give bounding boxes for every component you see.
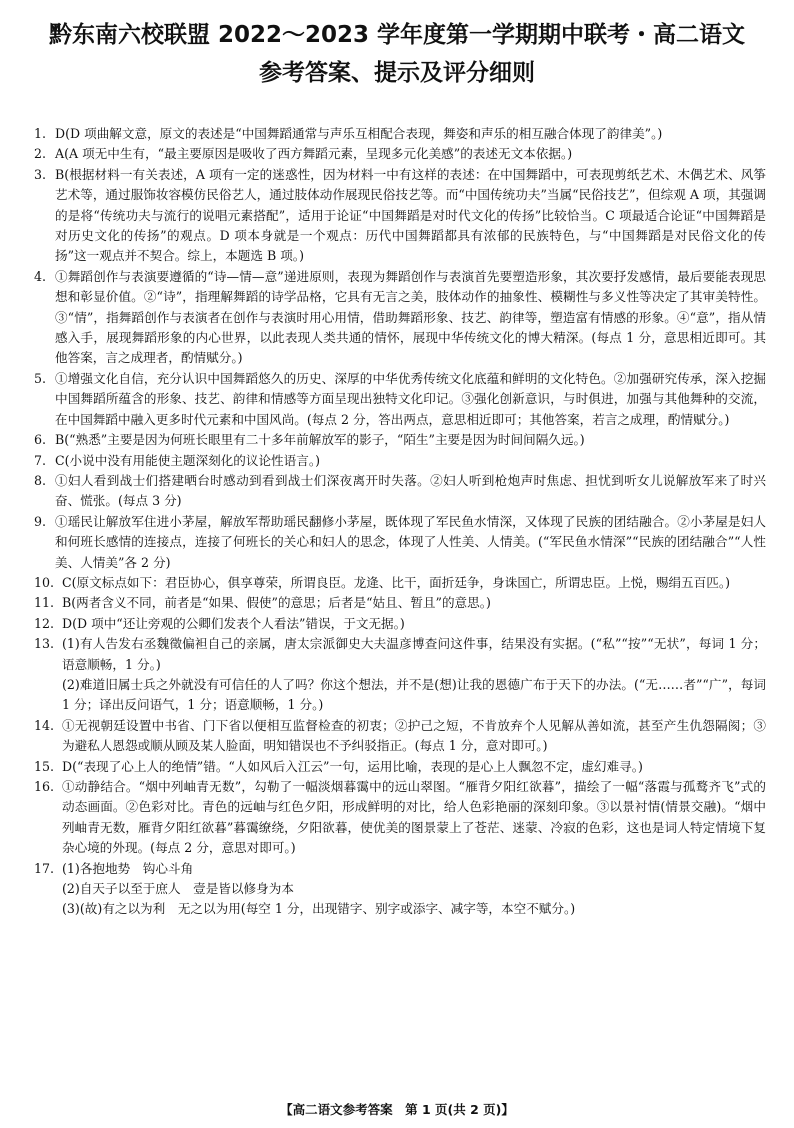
answer-text: (1)各抱地势 钩心斗角	[62, 860, 194, 876]
answer-item	[34, 512, 766, 573]
answer-item	[34, 369, 766, 430]
answer-number: 9.	[34, 513, 47, 529]
answer-number: 6.	[34, 432, 47, 448]
answer-item	[34, 124, 766, 144]
answer-number: 10.	[34, 574, 55, 590]
answer-text: B(“熟悉”主要是因为何班长眼里有二十多年前解放军的影子，“陌生”主要是因为时间间隔久远。)	[55, 432, 585, 448]
answer-number: 3.	[34, 166, 47, 182]
answer-number: 13.	[34, 636, 55, 652]
answer-number: 11.	[34, 595, 55, 611]
answer-item	[34, 451, 766, 471]
answer-number: 16.	[34, 779, 55, 794]
answer-number: 1.	[34, 126, 47, 141]
answer-item	[34, 573, 766, 593]
answer-text: C(原文标点如下：君臣协心，俱享尊荣，所谓良臣。龙逄、比干，面折廷争，身诛国亡，所谓忠臣。上悦，赐绢五百匹。)	[62, 574, 731, 590]
answer-item	[34, 614, 766, 634]
document-header	[0, 20, 794, 88]
answer-text: (2)难道旧属士兵之外就没有可信任的人了吗？你这个想法，并不是(想)让我的恩德广布于天下的办法。(“无……者”“广”，每词 1 分；译出反问语气，1 分；语意顺畅，1 分。)	[62, 676, 766, 713]
answer-text: ①无视朝廷设置中书省、门下省以便相互监督检查的初衷；②护己之短，不肯放弃个人见解从善如流，甚至产生仇怨隔阂；③为避私人恩怨或顺从顾及某人脸面，明知错误也不予纠驳指正。(每点 1 分，意对即可。)	[62, 717, 766, 754]
answer-text: (2)自天子以至于庶人 壹是皆以修身为本	[62, 881, 294, 897]
answer-item	[34, 777, 766, 859]
answer-item	[34, 144, 766, 164]
answer-number: 15.	[34, 758, 55, 774]
answer-number: 4.	[34, 268, 47, 284]
answer-text: ①增强文化自信，充分认识中国舞蹈悠久的历史、深厚的中华优秀传统文化底蕴和鲜明的文化特色。②加强研究传承，深入挖掘中国舞蹈所蕴含的形象、技艺、韵律和情感等方面呈现出独特文化印记。③强化创新意识，与时俱进，加强与其他舞种的交流，在中国舞蹈中融入更多时代元素和中国风尚。(每点 2 分，答出两点，意思相近即可；其他答案，若言之成理，酌情赋分。)	[55, 370, 766, 427]
page-footer: 【高二语文参考答案 第 1 页(共 2 页)】	[280, 1102, 514, 1117]
answer-number: 8.	[34, 472, 47, 488]
answer-number: 12.	[34, 615, 55, 631]
answer-item	[34, 267, 766, 369]
answer-text: D(D 项曲解文意，原文的表述是“中国舞蹈通常与声乐互相配合表现，舞姿和声乐的相互融合体现了韵律美”。)	[55, 126, 663, 141]
answer-text: B(根据材料一有关表述，A 项有一定的迷惑性，因为材料一中有这样的表述：在中国舞蹈中，可表现剪纸艺术、木偶艺术、风筝艺术等，通过服饰妆容模仿民俗艺人，通过肢体动作展现民俗技艺等。而“中国传统功夫”当属“民俗技艺”，但综观 A 项，其强调的是将“传统功夫与流行的说唱元素搭配”，适用于论证“中国舞蹈是对时代文化的传扬”比较恰当。C 项最适合论证“中国舞蹈是对历史文化的传扬”的观点。D 项本身就是一个观点：历代中国舞蹈都具有浓郁的民族特色，与“中国舞蹈是对民俗文化的传扬”这一观点并不契合。综上，本题选 B 项。)	[55, 166, 766, 264]
answer-text: D(“表现了心上人的绝情”错。“人如风后入江云”一句，运用比喻，表现的是心上人飘忽不定，虚幻难寻。)	[62, 758, 643, 774]
answer-number: 5.	[34, 370, 47, 386]
answer-list	[34, 124, 766, 920]
answer-item	[34, 471, 766, 512]
answer-item	[34, 757, 766, 777]
answer-text: ①瑶民让解放军住进小茅屋，解放军帮助瑶民翻修小茅屋，既体现了军民鱼水情深，又体现了民族的团结融合。②小茅屋是妇人和何班长感情的连接点，连接了何班长的关心和妇人的思念，体现了人性美、人情美。(“军民鱼水情深”“民族的团结融合”“人性美、人情美”各 2 分)	[55, 513, 766, 570]
document-subtitle: 参考答案、提示及评分细则	[259, 60, 535, 86]
answer-item	[34, 716, 766, 757]
answer-text: ①妇人看到战士们搭建晒台时感动到看到战士们深夜离开时失落。②妇人听到枪炮声时焦虑、担忧到听女儿说解放军来了时兴奋、慌张。(每点 3 分)	[55, 472, 766, 509]
answer-text: A(A 项无中生有，“最主要原因是吸收了西方舞蹈元素，呈现多元化美感”的表述无文本依据。)	[55, 146, 573, 162]
answer-number: 2.	[34, 146, 47, 162]
document-title: 黔东南六校联盟 2022～2023 学年度第一学期期中联考・高二语文	[48, 22, 746, 48]
answer-text: ①动静结合。“烟中列岫青无数”，勾勒了一幅淡烟暮霭中的远山翠图。“雁背夕阳红欲暮”，描绘了一幅“落霞与孤鹜齐飞”式的动态画面。②色彩对比。青色的远岫与红色夕阳，形成鲜明的对比，给人色彩艳丽的深刻印象。③以景衬情(情景交融)。“烟中列岫青无数，雁背夕阳红欲暮”暮霭缭绕，夕阳欲暮，使优美的图景蒙上了苍茫、迷蒙、冷寂的色彩，这也是词人特定情境下复杂心境的外现。(每点 2 分，意思对即可。)	[62, 779, 766, 856]
answer-item	[34, 859, 766, 920]
answer-item	[34, 165, 766, 267]
answer-number: 14.	[34, 717, 55, 733]
answer-text: (1)有人告发右丞魏徵偏袒自己的亲属，唐太宗派御史大夫温彦博查问这件事，结果没有实据。(“私”“按”“无状”，每词 1 分；语意顺畅，1 分。)	[62, 636, 766, 672]
answer-text: (3)(故)有之以为利 无之以为用(每空 1 分，出现错字、别字或添字、减字等，本空不赋分。)	[62, 901, 576, 917]
answer-number: 17.	[34, 860, 55, 876]
answer-text: ①舞蹈创作与表演要遵循的“诗—情—意”递进原则，表现为舞蹈创作与表演首先要塑造形象，其次要抒发感情，最后要能表现思想和彰显价值。②“诗”，指理解舞蹈的诗学品格，它具有无言之美，肢体动作的抽象性、模糊性与多义性等决定了其审美特性。③“情”，指舞蹈创作与表演者在创作与表演时用心用情，借助舞蹈形象、技艺、韵律等，塑造富有情感的形象。④“意”，指从情感入手，展现舞蹈形象的内心世界，以此表现人类共通的情怀，展现中华传统文化的博大精深。(每点 1 分，意思相近即可。其他答案，言之成理者，酌情赋分。)	[55, 268, 766, 366]
answer-item	[34, 593, 766, 613]
answer-text: D(D 项中“还让旁观的公卿们发表个人看法”错误，于文无据。)	[62, 615, 405, 631]
answer-text: B(两者含义不同，前者是“如果、假使”的意思；后者是“姑且、暂且”的意思。)	[62, 595, 491, 611]
answer-text: C(小说中没有用能使主题深刻化的议论性语言。)	[55, 452, 321, 468]
answer-item	[34, 634, 766, 716]
answer-number: 7.	[34, 452, 47, 468]
answer-item	[34, 430, 766, 450]
